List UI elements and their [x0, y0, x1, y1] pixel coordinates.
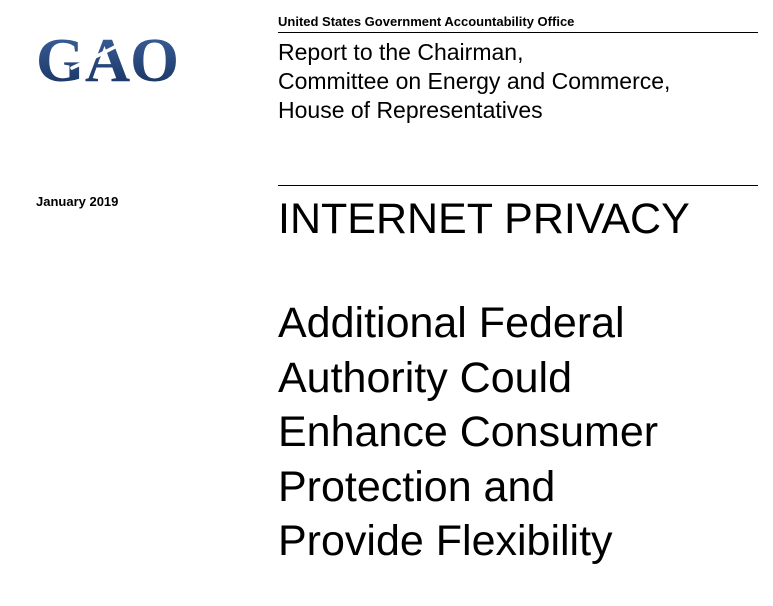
recipient-line: House of Representatives: [278, 97, 543, 123]
report-topic: INTERNET PRIVACY: [278, 195, 690, 243]
agency-name: United States Government Accountability Office: [278, 14, 575, 29]
report-recipient: [278, 38, 670, 125]
report-title: [278, 296, 658, 569]
header-divider: [278, 32, 758, 33]
title-line: Provide Flexibility: [278, 517, 613, 565]
section-divider: [278, 185, 758, 186]
title-line: Protection and: [278, 462, 556, 511]
report-date: January 2019: [36, 194, 119, 209]
title-line: Authority Could: [278, 353, 572, 402]
title-line: Additional Federal: [278, 299, 625, 347]
title-line: Enhance Consumer: [278, 408, 659, 456]
gao-logo-text: GAO: [36, 28, 179, 90]
recipient-line: Committee on Energy and Commerce,: [278, 68, 671, 94]
gao-logo: [36, 28, 181, 90]
recipient-line: Report to the Chairman,: [278, 39, 524, 65]
